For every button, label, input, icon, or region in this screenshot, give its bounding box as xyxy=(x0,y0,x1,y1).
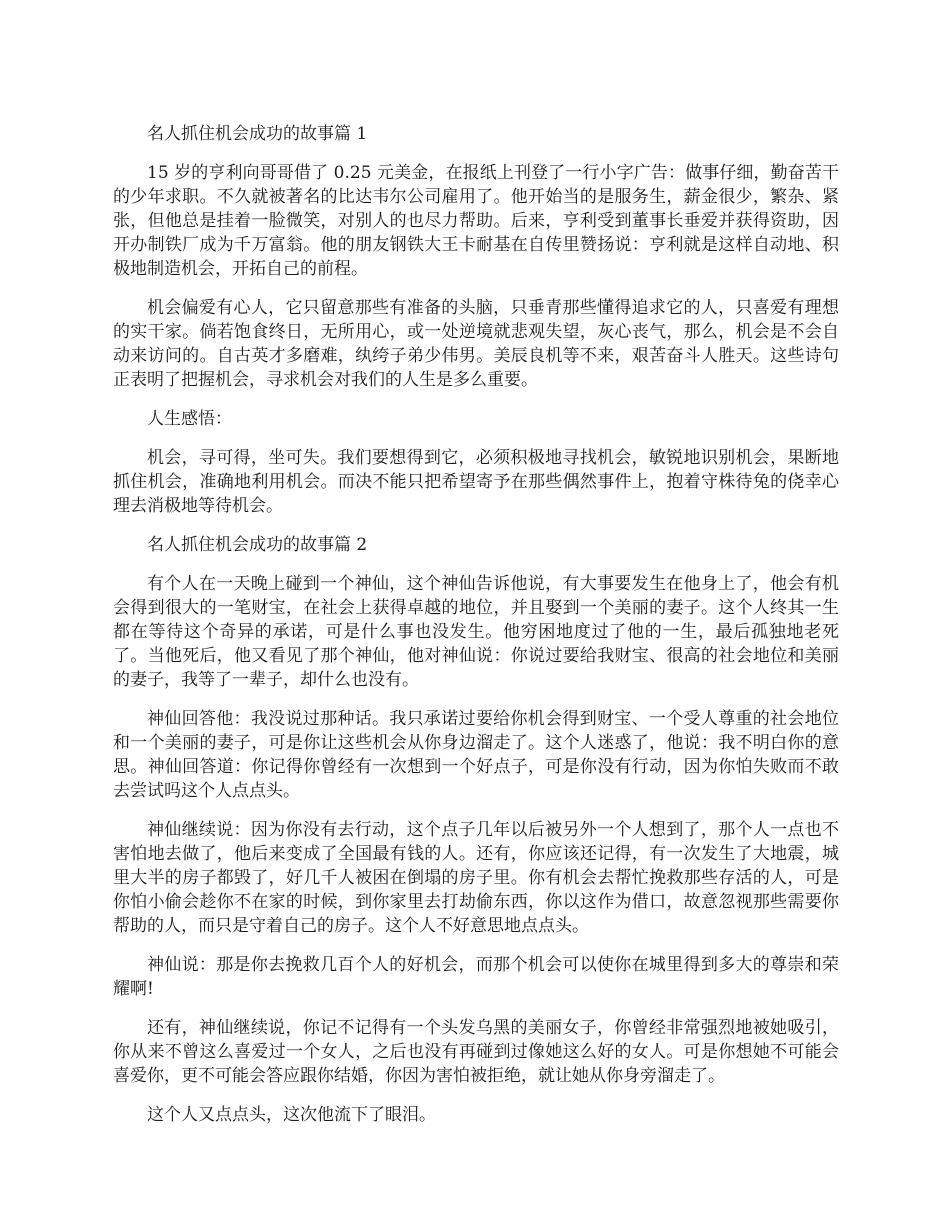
section-heading-1: 名人抓住机会成功的故事篇 1 xyxy=(147,124,368,144)
subheading-life-insight: 人生感悟： xyxy=(147,409,232,429)
paragraph: 15 岁的亨利向哥哥借了 0.25 元美金，在报纸上刊登了一行小字广告：做事仔细，勤奋苦干的少年求职。不久就被著名的比达韦尔公司雇用了。他开始当的是服务生，薪金很少，繁杂、紧张，但他总是挂着一脸微笑，对别人的也尽力帮助。后来，亨利受到董事长垂爱并获得资助，因开办制铁厂成为千万富翁。他的朋友钢铁大王卡耐基在自传里赞扬说：亨利就是这样自动地、积极地制造机会，开拓自己的前程。 xyxy=(113,163,839,279)
document-body xyxy=(113,122,839,1142)
paragraph: 这个人又点点头，这次他流下了眼泪。 xyxy=(147,1105,436,1125)
paragraph: 神仙继续说：因为你没有去行动，这个点子几年以后被另外一个人想到了，那个人一点也不害怕地去做了，他后来变成了全国最有钱的人。还有，你应该还记得，有一次发生了大地震，城里大半的房子都毁了，好几千人被困在倒塌的房子里。你有机会去帮忙挽救那些存活的人，可是你怕小偷会趁你不在家的时候，到你家里去打劫偷东西，你以这作为借口，故意忽视那些需要你帮助的人，而只是守着自己的房子。这个人不好意思地点点头。 xyxy=(113,820,839,936)
paragraph: 机会偏爱有心人，它只留意那些有准备的头脑，只垂青那些懂得追求它的人，只喜爱有理想的实干家。倘若饱食终日，无所用心，或一处逆境就悲观失望，灰心丧气，那么，机会是不会自动来访问的。自古英才多磨难，纨绔子弟少伟男。美辰良机等不来，艰苦奋斗人胜天。这些诗句正表明了把握机会，寻求机会对我们的人生是多么重要。 xyxy=(113,298,839,390)
section-heading-2: 名人抓住机会成功的故事篇 2 xyxy=(147,535,368,555)
paragraph: 机会，寻可得，坐可失。我们要想得到它，必须积极地寻找机会，敏锐地识别机会，果断地抓住机会，准确地利用机会。而决不能只把希望寄予在那些偶然事件上，抱着守株待兔的侥幸心理去消极地等待机会。 xyxy=(113,448,839,516)
paragraph: 还有，神仙继续说，你记不记得有一个头发乌黑的美丽女子，你曾经非常强烈地被她吸引，你从来不曾这么喜爱过一个女人，之后也没有再碰到过像她这么好的女人。可是你想她不可能会喜爱你，更不可能会答应跟你结婚，你因为害怕被拒绝，就让她从你身旁溜走了。 xyxy=(113,1018,839,1086)
paragraph: 神仙回答他：我没说过那种话。我只承诺过要给你机会得到财宝、一个受人尊重的社会地位和一个美丽的妻子，可是你让这些机会从你身边溜走了。这个人迷惑了，他说：我不明白你的意思。神仙回答道：你记得你曾经有一次想到一个好点子，可是你没有行动，因为你怕失败而不敢去尝试吗这个人点点头。 xyxy=(113,709,839,801)
paragraph: 有个人在一天晚上碰到一个神仙，这个神仙告诉他说，有大事要发生在他身上了，他会有机会得到很大的一笔财宝，在社会上获得卓越的地位，并且娶到一个美丽的妻子。这个人终其一生都在等待这个奇异的承诺，可是什么事也没发生。他穷困地度过了他的一生，最后孤独地老死了。当他死后，他又看见了那个神仙，他对神仙说：你说过要给我财宝、很高的社会地位和美丽的妻子，我等了一辈子，却什么也没有。 xyxy=(113,574,839,690)
paragraph: 神仙说：那是你去挽救几百个人的好机会，而那个机会可以使你在城里得到多大的尊崇和荣耀啊! xyxy=(113,955,839,999)
